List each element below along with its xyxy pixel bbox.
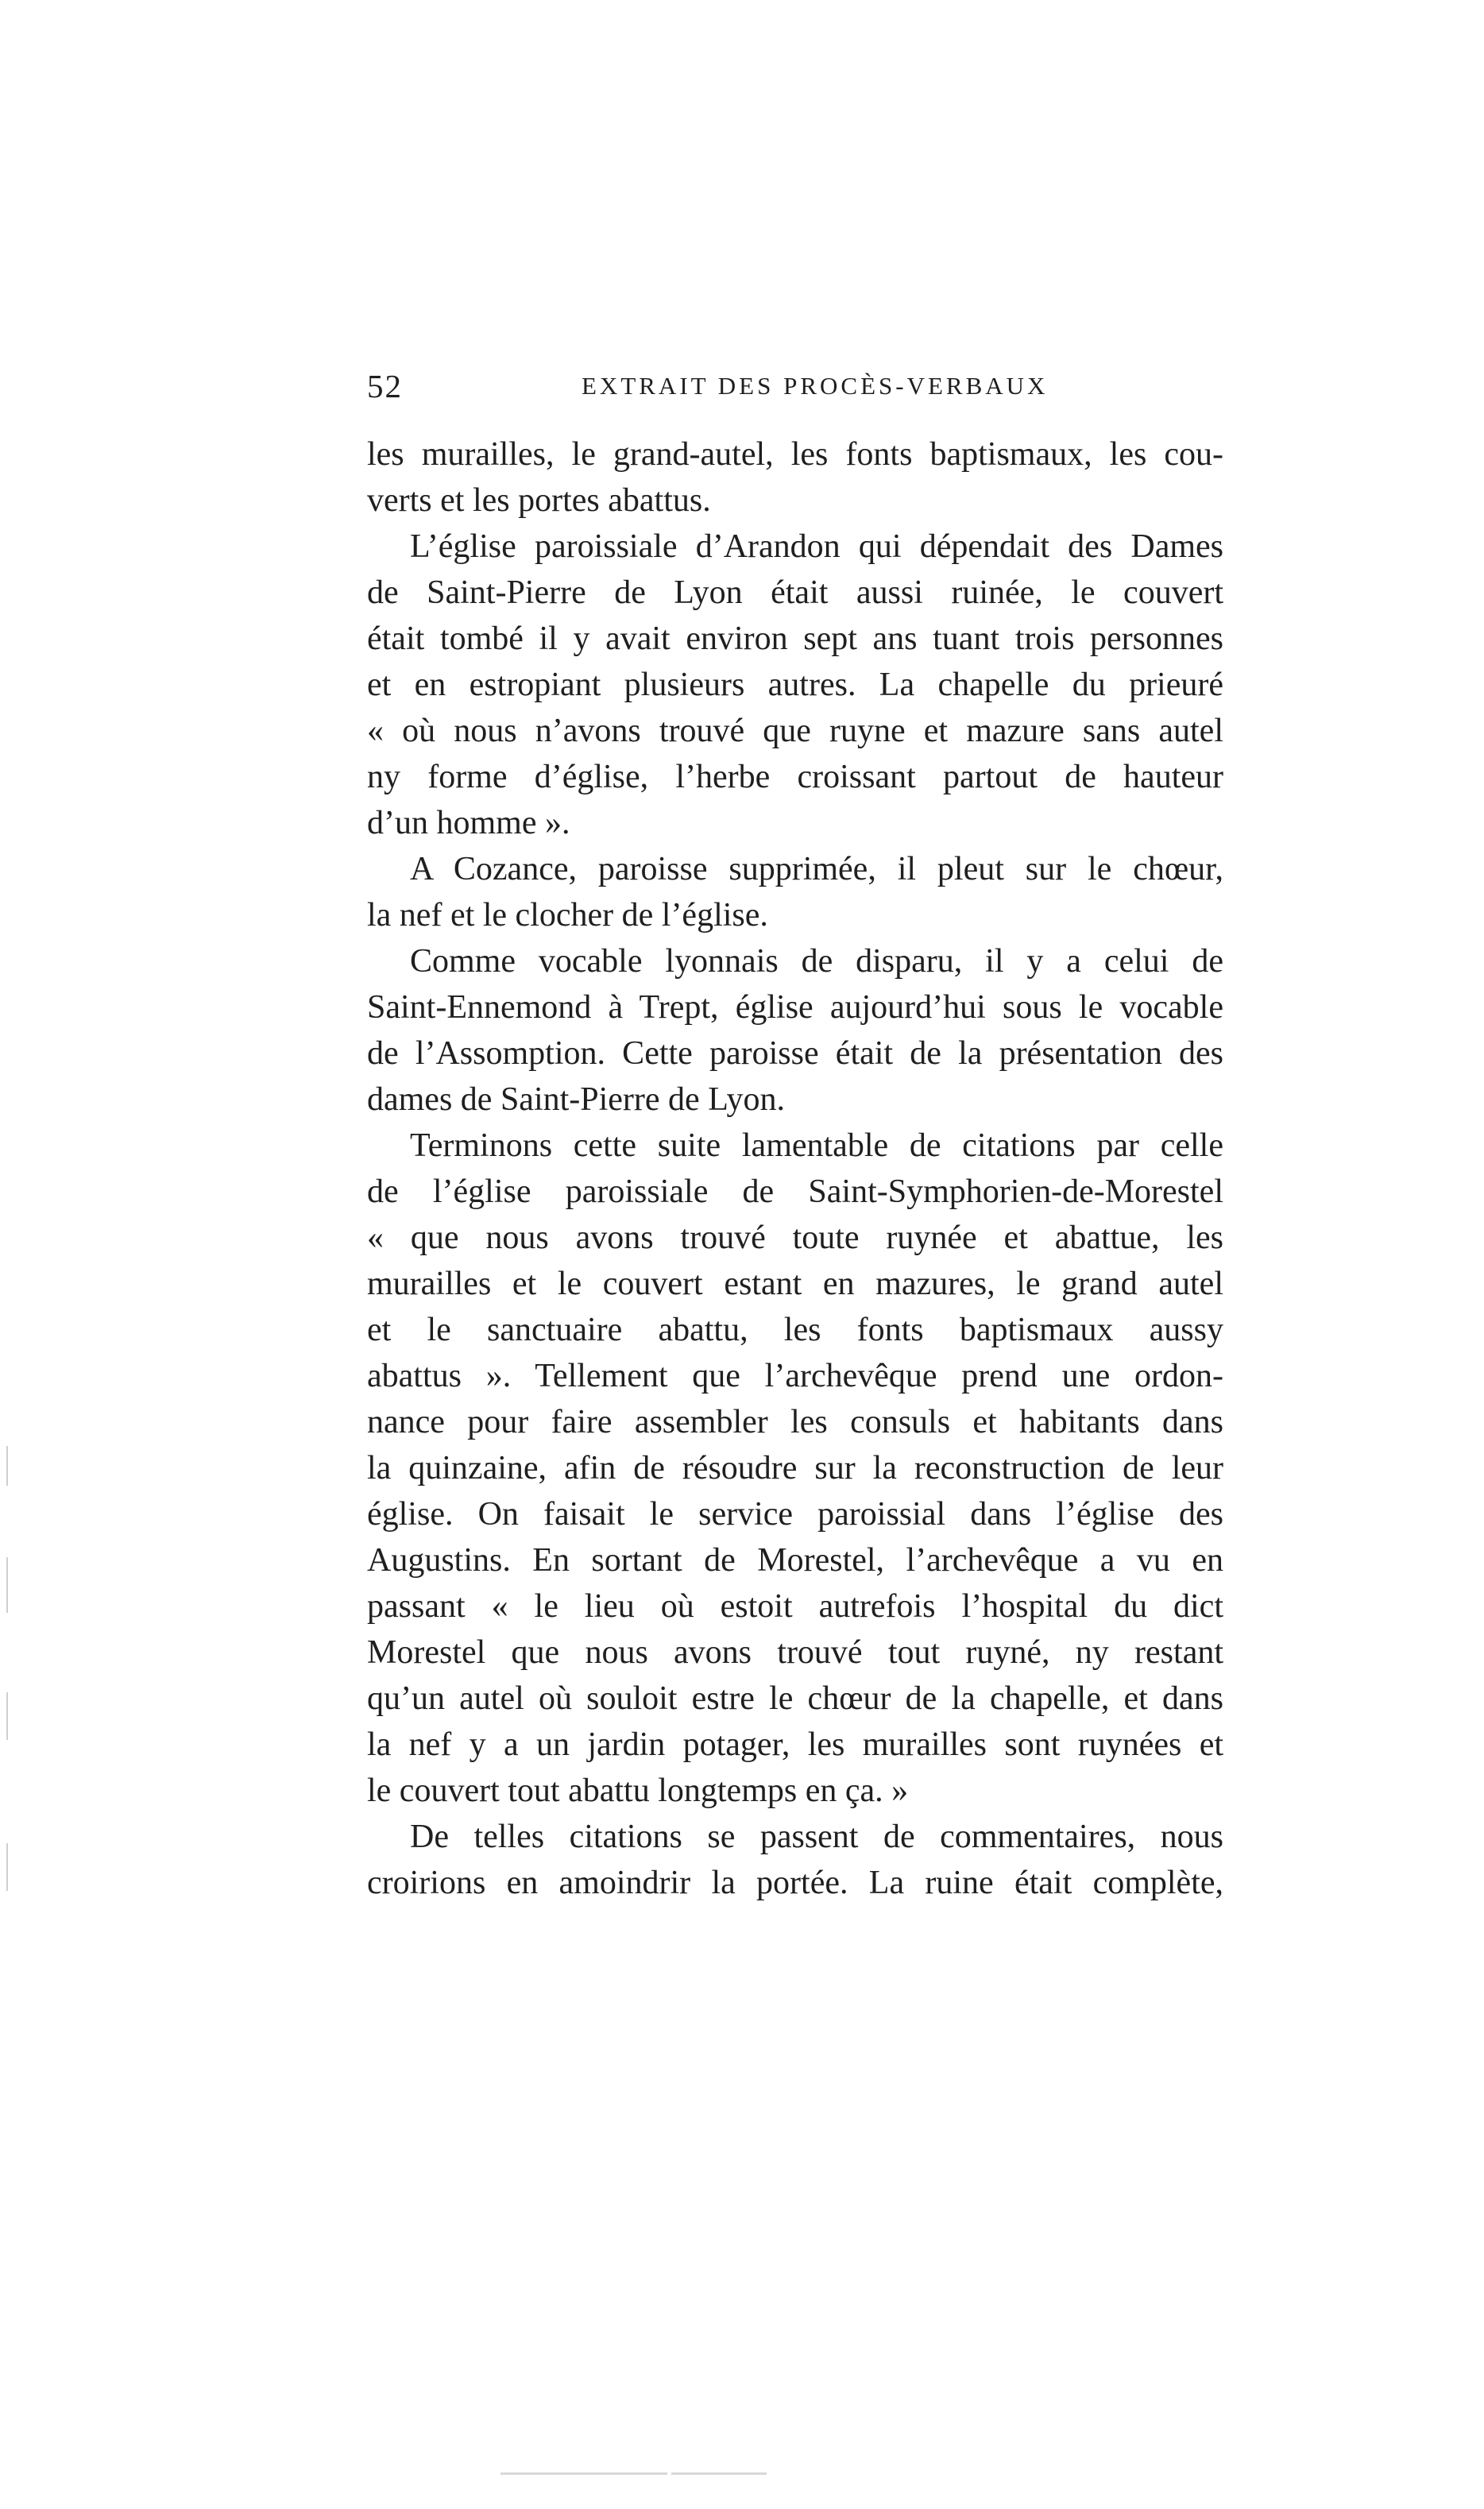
edge-scan-mark — [6, 1843, 8, 1891]
text-line: murailles et le couvert estant en mazures, le grand autel — [367, 1266, 1223, 1302]
text-line: la nef et le clocher de l’église. — [367, 897, 768, 934]
text-line: verts et les portes abattus. — [367, 482, 711, 519]
bottom-scan-mark — [572, 2472, 667, 2475]
text-line: ny forme d’église, l’herbe croissant partout de hauteur — [367, 759, 1223, 795]
page-number: 52 — [367, 368, 403, 404]
text-line: qu’un autel où souloit estre le chœur de la chapelle, et dans — [367, 1680, 1223, 1717]
text-line: le couvert tout abattu longtemps en ça. » — [367, 1773, 909, 1809]
text-line: de l’église paroissiale de Saint-Symphorien-de-Morestel — [367, 1173, 1223, 1210]
text-line: de l’Assomption. Cette paroisse était de la présentation des — [367, 1035, 1223, 1072]
text-line: Morestel que nous avons trouvé tout ruyné, ny restant — [367, 1634, 1223, 1671]
running-head — [367, 367, 1249, 415]
text-line: Terminons cette suite lamentable de citations par celle — [410, 1127, 1223, 1164]
text-line: la nef y a un jardin potager, les murailles sont ruynées et — [367, 1726, 1223, 1763]
text-line: et en estropiant plusieurs autres. La chapelle du prieuré — [367, 667, 1223, 703]
text-line: était tombé il y avait environ sept ans tuant trois personnes — [367, 620, 1223, 657]
text-line: passant « le lieu où estoit autrefois l’hospital du dict — [367, 1588, 1223, 1625]
text-line: A Cozance, paroisse supprimée, il pleut sur le chœur, — [410, 851, 1223, 887]
text-line: De telles citations se passent de commentaires, nous — [410, 1819, 1223, 1855]
text-line: Comme vocable lyonnais de disparu, il y a celui de — [410, 943, 1223, 980]
text-line: « que nous avons trouvé toute ruynée et abattue, les — [367, 1220, 1223, 1256]
text-line: église. On faisait le service paroissial dans l’église des — [367, 1496, 1223, 1533]
bottom-scan-mark — [671, 2472, 767, 2475]
running-title: EXTRAIT DES PROCÈS-VERBAUX — [582, 372, 1049, 400]
text-line: nance pour faire assembler les consuls et habitants dans — [367, 1404, 1223, 1440]
text-line: Saint-Ennemond à Trept, église aujourd’hui sous le vocable — [367, 989, 1223, 1026]
text-line: « où nous n’avons trouvé que ruyne et mazure sans autel — [367, 713, 1223, 749]
bottom-scan-mark — [500, 2472, 580, 2475]
body-text — [367, 431, 1223, 1906]
edge-scan-mark — [6, 1692, 8, 1740]
text-line: L’église paroissiale d’Arandon qui dépendait des Dames — [410, 528, 1223, 565]
text-line: d’un homme ». — [367, 805, 570, 841]
text-line: croirions en amoindrir la portée. La ruine était complète, — [367, 1865, 1223, 1901]
text-line: la quinzaine, afin de résoudre sur la reconstruction de leur — [367, 1450, 1223, 1486]
edge-scan-mark — [6, 1557, 8, 1613]
edge-scan-mark — [6, 1446, 8, 1486]
text-line: Augustins. En sortant de Morestel, l’archevêque a vu en — [367, 1542, 1223, 1579]
text-line: abattus ». Tellement que l’archevêque prend une ordon- — [367, 1358, 1223, 1394]
text-line: et le sanctuaire abattu, les fonts baptismaux aussy — [367, 1312, 1223, 1348]
text-line: dames de Saint-Pierre de Lyon. — [367, 1081, 786, 1118]
text-line: de Saint-Pierre de Lyon était aussi ruinée, le couvert — [367, 574, 1223, 611]
text-line: les murailles, le grand-autel, les fonts baptismaux, les cou- — [367, 436, 1223, 473]
